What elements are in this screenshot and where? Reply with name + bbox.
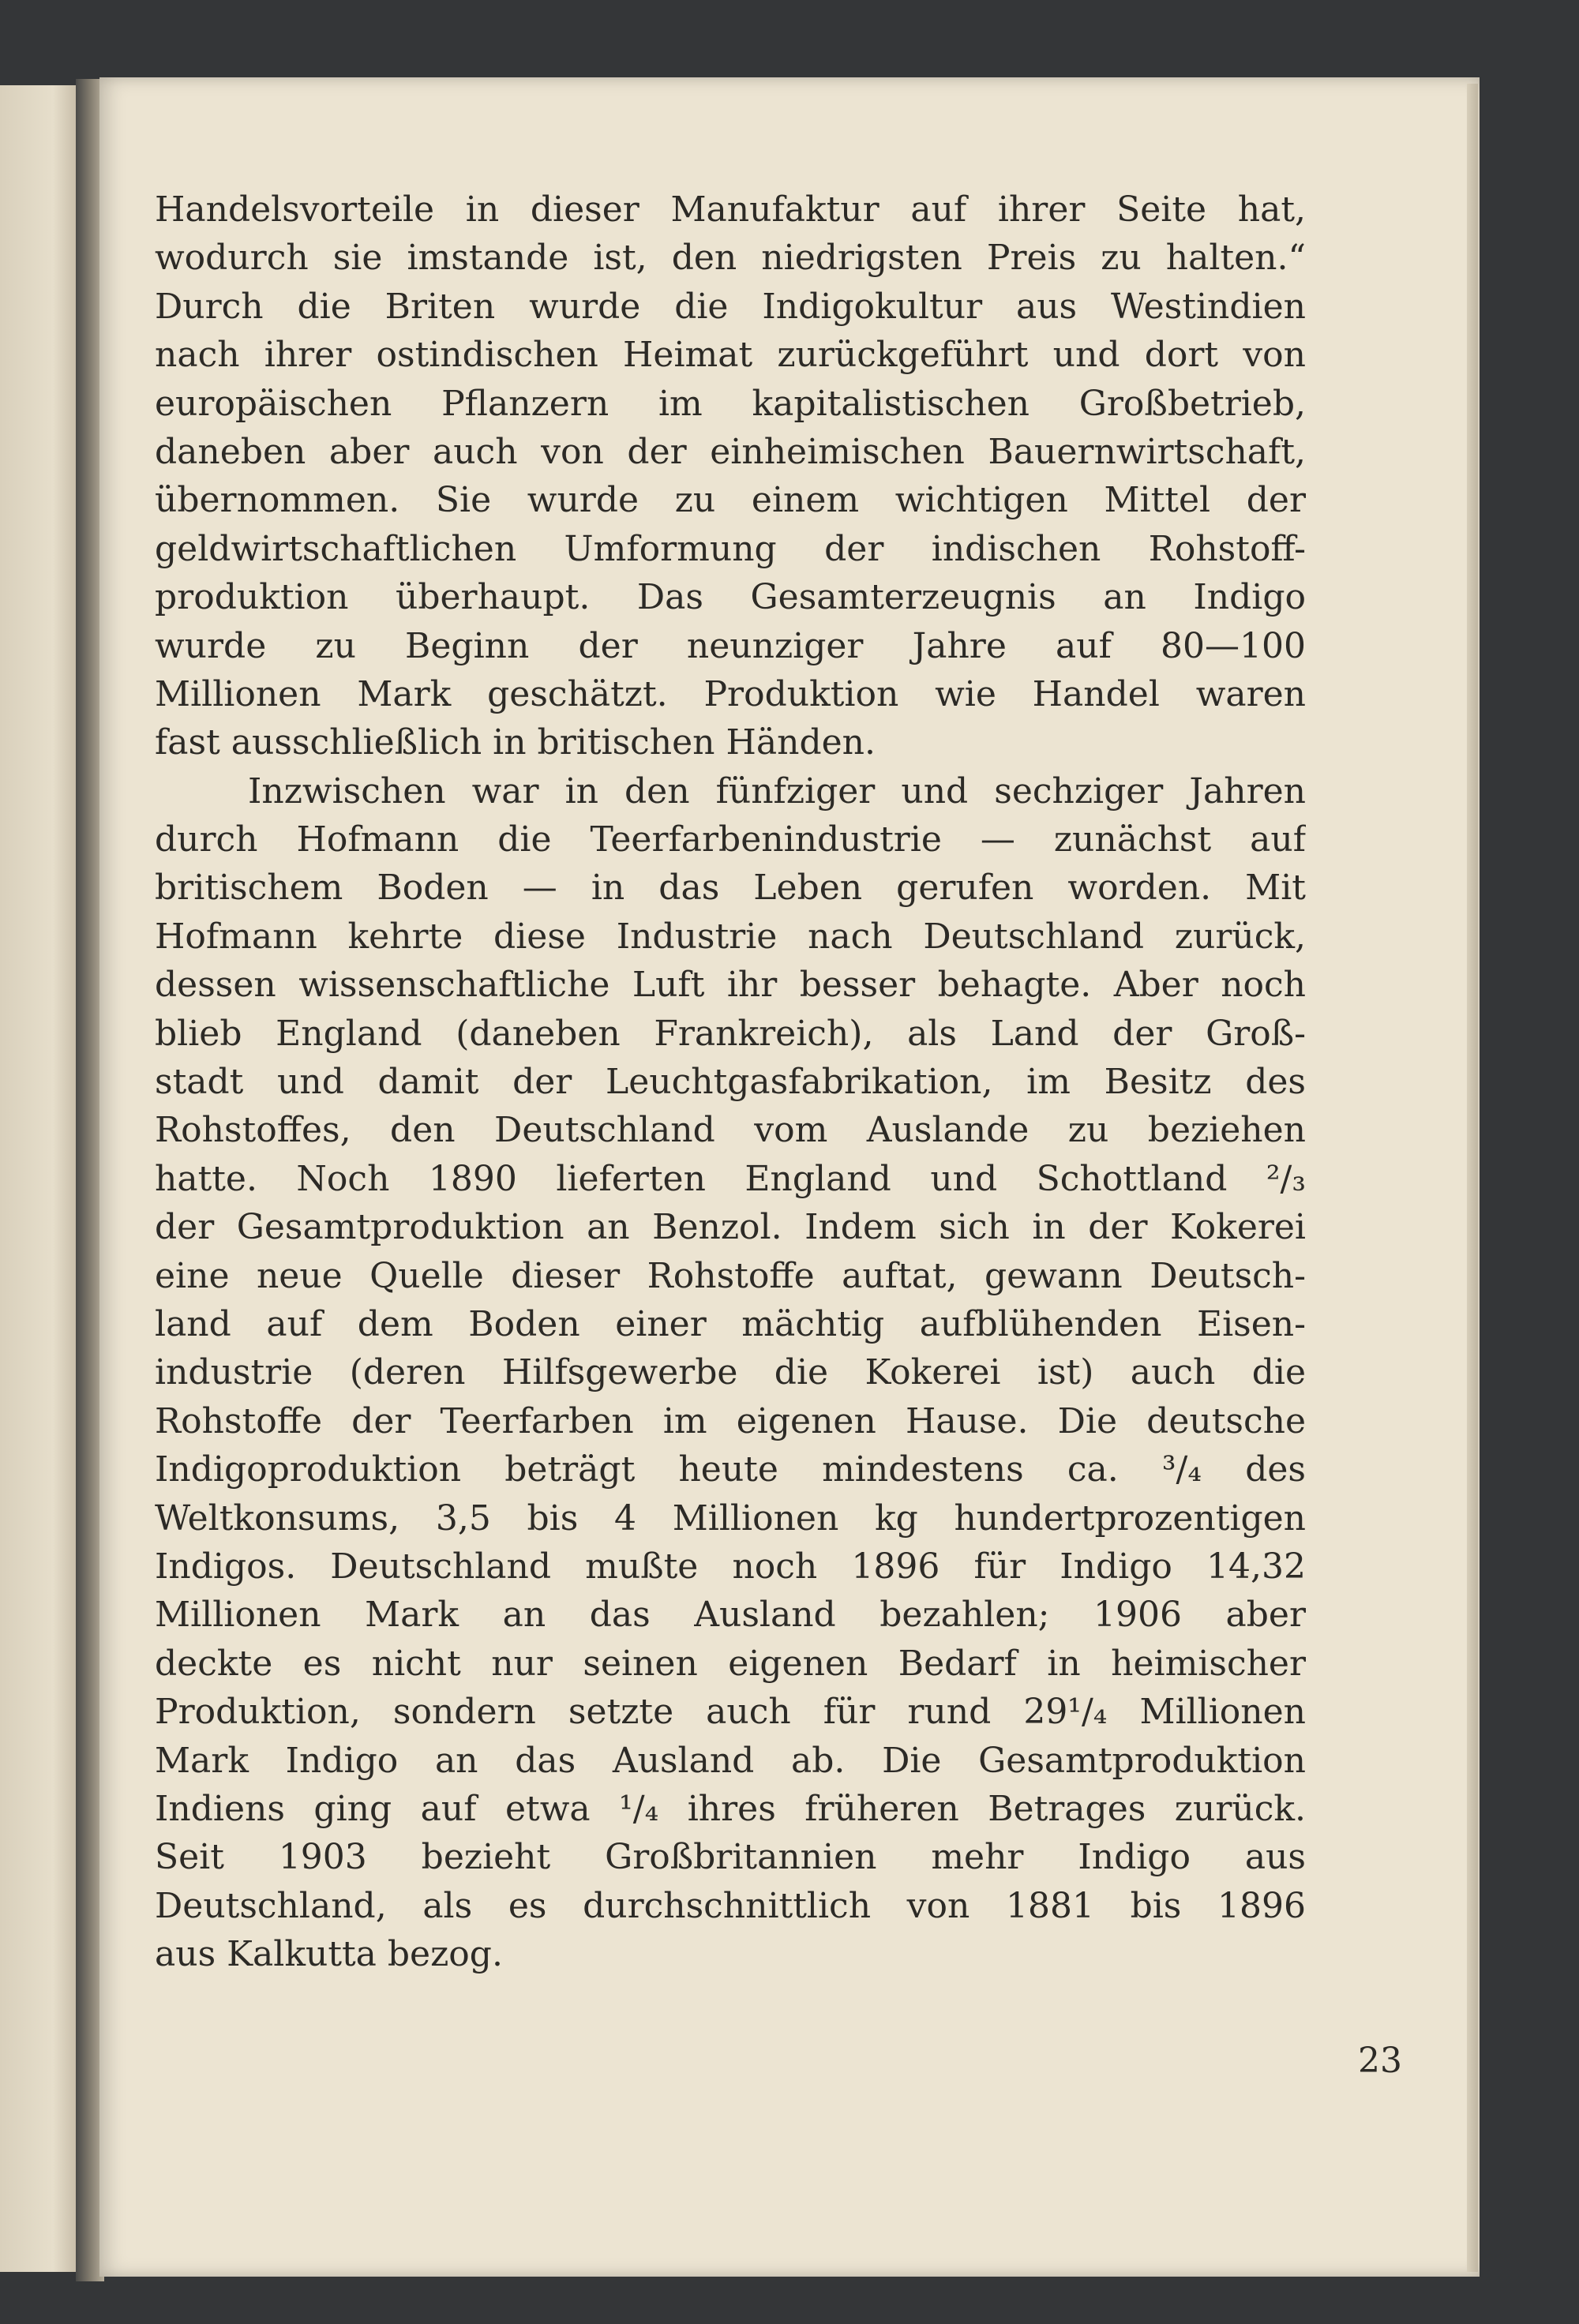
text-line: Millionen Mark an das Ausland bezahlen; 1906 aber — [155, 1595, 1306, 1636]
text-line: Millionen Mark geschätzt. Produktion wie Handel waren — [155, 673, 1306, 714]
text-line: hatte. Noch 1890 lieferten England und Schottland ²/₃ — [155, 1158, 1306, 1199]
text-line: wurde zu Beginn der neunziger Jahre auf 80—100 — [155, 625, 1306, 666]
text-line: Weltkonsums, 3,5 bis 4 Millionen kg hundertprozentigen — [155, 1497, 1306, 1539]
page-number: 23 — [1358, 2041, 1402, 2081]
text-line: britischem Boden — in das Leben gerufen worden. Mit — [155, 868, 1306, 909]
text-line: land auf dem Boden einer mächtig aufblühenden Eisen- — [155, 1303, 1306, 1344]
text-line: wodurch sie imstande ist, den niedrigsten Preis zu halten.“ — [155, 238, 1306, 279]
facing-page-edge — [0, 85, 76, 2272]
text-line: deckte es nicht nur seinen eigenen Bedarf in heimischer — [155, 1643, 1306, 1684]
text-line: blieb England (daneben Frankreich), als Land der Groß- — [155, 1013, 1306, 1054]
text-line: Durch die Briten wurde die Indigokultur aus Westindien — [155, 286, 1306, 327]
text-line: Indigoproduktion beträgt heute mindestens ca. ³/₄ des — [155, 1449, 1306, 1490]
text-line: fast ausschließlich in britischen Händen. — [155, 722, 876, 763]
text-line: europäischen Pflanzern im kapitalistischen Großbetrieb, — [155, 383, 1306, 424]
text-line: Indiens ging auf etwa ¹/₄ ihres früheren Betrages zurück. — [155, 1788, 1306, 1829]
text-line: Produktion, sondern setzte auch für rund 29¹/₄ Millionen — [155, 1692, 1306, 1733]
text-line: stadt und damit der Leuchtgasfabrikation, im Besitz des — [155, 1062, 1306, 1103]
text-line: Hofmann kehrte diese Industrie nach Deutschland zurück, — [155, 916, 1306, 957]
text-line: Seit 1903 bezieht Großbritannien mehr Indigo aus — [155, 1837, 1306, 1878]
text-line: geldwirtschaftlichen Umformung der indischen Rohstoff- — [155, 528, 1306, 569]
text-line: aus Kalkutta bezog. — [155, 1934, 503, 1975]
text-line: Indigos. Deutschland mußte noch 1896 für Indigo 14,32 — [155, 1546, 1306, 1587]
text-line: nach ihrer ostindischen Heimat zurückgeführt und dort von — [155, 335, 1306, 376]
page-edge — [1467, 84, 1478, 2272]
text-line: Inzwischen war in den fünfziger und sechziger Jahren — [248, 770, 1306, 812]
text-line: übernommen. Sie wurde zu einem wichtigen Mittel der — [155, 480, 1306, 521]
text-line: produktion überhaupt. Das Gesamterzeugnis an Indigo — [155, 577, 1306, 618]
text-line: eine neue Quelle dieser Rohstoffe auftat, gewann Deutsch- — [155, 1255, 1306, 1296]
text-line: Handelsvorteile in dieser Manufaktur auf ihrer Seite hat, — [155, 189, 1306, 230]
text-line: industrie (deren Hilfsgewerbe die Kokerei ist) auch die — [155, 1352, 1306, 1393]
text-line: Deutschland, als es durchschnittlich von 1881 bis 1896 — [155, 1885, 1306, 1926]
text-line: dessen wissenschaftliche Luft ihr besser behagte. Aber noch — [155, 965, 1306, 1006]
text-line: daneben aber auch von der einheimischen Bauernwirtschaft, — [155, 431, 1306, 472]
text-line: Rohstoffes, den Deutschland vom Auslande zu beziehen — [155, 1110, 1306, 1151]
text-line: Mark Indigo an das Ausland ab. Die Gesamtproduktion — [155, 1740, 1306, 1781]
body-text — [155, 186, 1306, 1978]
text-line: durch Hofmann die Teerfarbenindustrie — zunächst auf — [155, 819, 1306, 860]
text-line: der Gesamtproduktion an Benzol. Indem sich in der Kokerei — [155, 1207, 1306, 1248]
text-line: Rohstoffe der Teerfarben im eigenen Hause. Die deutsche — [155, 1400, 1306, 1441]
